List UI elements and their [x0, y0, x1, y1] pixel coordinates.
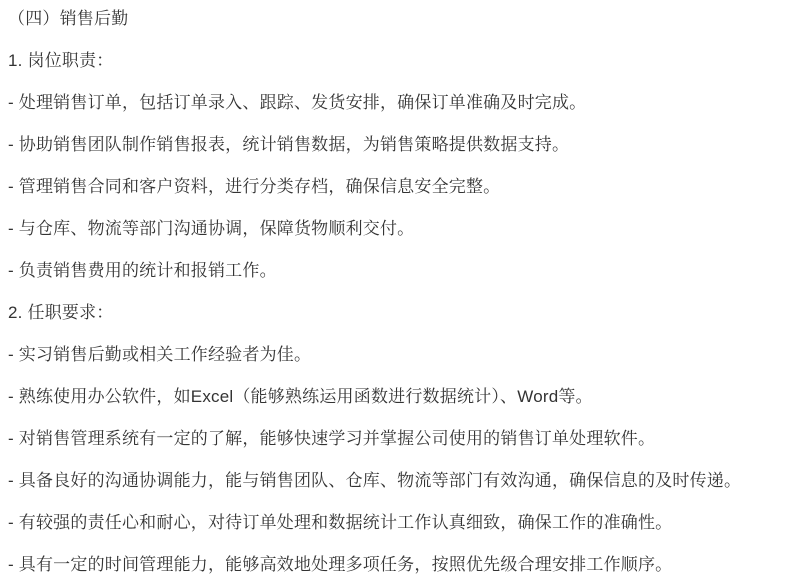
section-2-item-4: - 具备良好的沟通协调能力，能与销售团队、仓库、物流等部门有效沟通，确保信息的及时传递。	[8, 471, 742, 490]
section-1-item-5: - 负责销售费用的统计和报销工作。	[8, 261, 277, 280]
document-heading: （四）销售后勤	[8, 9, 129, 28]
section-1-item-2: - 协助销售团队制作销售报表，统计销售数据，为销售策略提供数据支持。	[8, 135, 570, 154]
section-2-item-1: - 实习销售后勤或相关工作经验者为佳。	[8, 345, 312, 364]
section-1-item-1: - 处理销售订单，包括订单录入、跟踪、发货安排，确保订单准确及时完成。	[8, 93, 587, 112]
section-2-item-2: - 熟练使用办公软件，如Excel（能够熟练运用函数进行数据统计）、Word等。	[8, 387, 593, 406]
section-2-title: 2. 任职要求：	[8, 303, 114, 322]
section-2-item-3: - 对销售管理系统有一定的了解，能够快速学习并掌握公司使用的销售订单处理软件。	[8, 429, 656, 448]
section-1-title: 1. 岗位职责：	[8, 51, 114, 70]
section-2-item-6: - 具有一定的时间管理能力，能够高效地处理多项任务，按照优先级合理安排工作顺序。	[8, 555, 673, 574]
section-1-item-4: - 与仓库、物流等部门沟通协调，保障货物顺利交付。	[8, 219, 415, 238]
section-2-item-5: - 有较强的责任心和耐心，对待订单处理和数据统计工作认真细致，确保工作的准确性。	[8, 513, 673, 532]
section-1-item-3: - 管理销售合同和客户资料，进行分类存档，确保信息安全完整。	[8, 177, 501, 196]
